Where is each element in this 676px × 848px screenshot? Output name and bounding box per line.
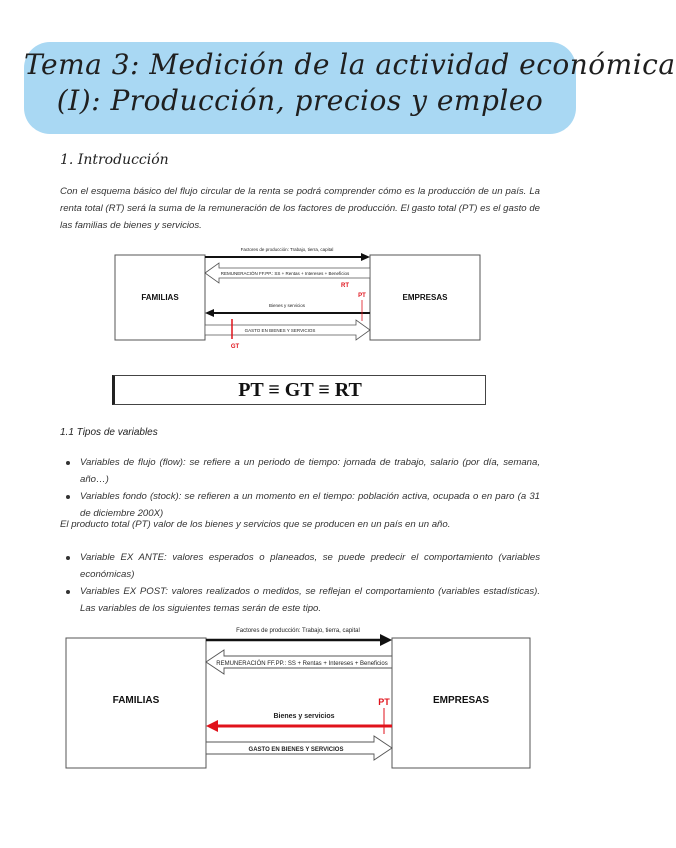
gasto-label: GASTO EN BIENES Y SERVICIOS	[248, 747, 344, 753]
page-title-line1: Tema 3: Medición de la actividad económica	[24, 48, 676, 81]
section-heading-tipos-variables: 1.1 Tipos de variables	[60, 427, 158, 438]
bienes-label: Bienes y servicios	[268, 303, 306, 308]
gt-label: GT	[230, 344, 240, 350]
factores-label: Factores de producción: Trabajo, tierra, capital	[236, 628, 360, 634]
list-item: Variables fondo (stock): se refieren a un momento en el tiempo: población activa, ocupada o en paro (a 31 de diciembre 200X)	[62, 488, 540, 522]
circular-flow-diagram-large	[66, 618, 530, 768]
section-heading-introduccion: 1. Introducción	[60, 152, 169, 168]
circular-flow-diagram-small	[115, 243, 485, 348]
remuneracion-label: REMUNERACIÓN FF.PP.: SS + Rentas + Intereses + Beneficios	[220, 271, 350, 276]
variables-list-2	[62, 549, 540, 617]
remuneracion-label: REMUNERACIÓN FF.PP.: SS + Rentas + Intereses + Beneficios	[216, 661, 388, 667]
list-item: Variables EX POST: valores realizados o medidos, se reflejan el comportamiento (variables estadísticas). Las variables de los siguientes temas serán de este tipo.	[62, 583, 540, 617]
factores-label: Factores de producción: Trabajo, tierra, capital	[240, 247, 334, 252]
pt-label: PT	[378, 697, 390, 707]
familias-label: FAMILIAS	[112, 695, 160, 706]
producto-total-paragraph: El producto total (PT) valor de los bienes y servicios que se producen en un país en un año.	[60, 519, 451, 530]
intro-paragraph: Con el esquema básico del flujo circular de la renta se podrá comprender cómo es la producción de un país. La renta total (RT) será la suma de la remuneración de los factores de producción. El gasto total (PT) es el gasto de las familias de bienes y servicios.	[60, 186, 540, 231]
page-title-line2: (I): Producción, precios y empleo	[56, 84, 544, 117]
bienes-label: Bienes y servicios	[273, 713, 335, 720]
rt-label: RT	[341, 283, 349, 289]
title-banner	[24, 42, 676, 134]
variables-list-1	[62, 454, 540, 522]
list-item: Variable EX ANTE: valores esperados o planeados, se puede predecir el comportamiento (variables económicas)	[62, 549, 540, 583]
gasto-label: GASTO EN BIENES Y SERVICIOS	[244, 328, 316, 333]
list-item: Variables de flujo (flow): se refiere a un periodo de tiempo: jornada de trabajo, salario (por día, semana, año…)	[62, 454, 540, 488]
empresas-label: EMPRESAS	[432, 695, 490, 706]
pt-label: PT	[358, 293, 366, 299]
empresas-label: EMPRESAS	[402, 293, 448, 302]
familias-label: FAMILIAS	[141, 293, 179, 302]
identity-formula: PT ≡ GT ≡ RT	[112, 375, 486, 405]
